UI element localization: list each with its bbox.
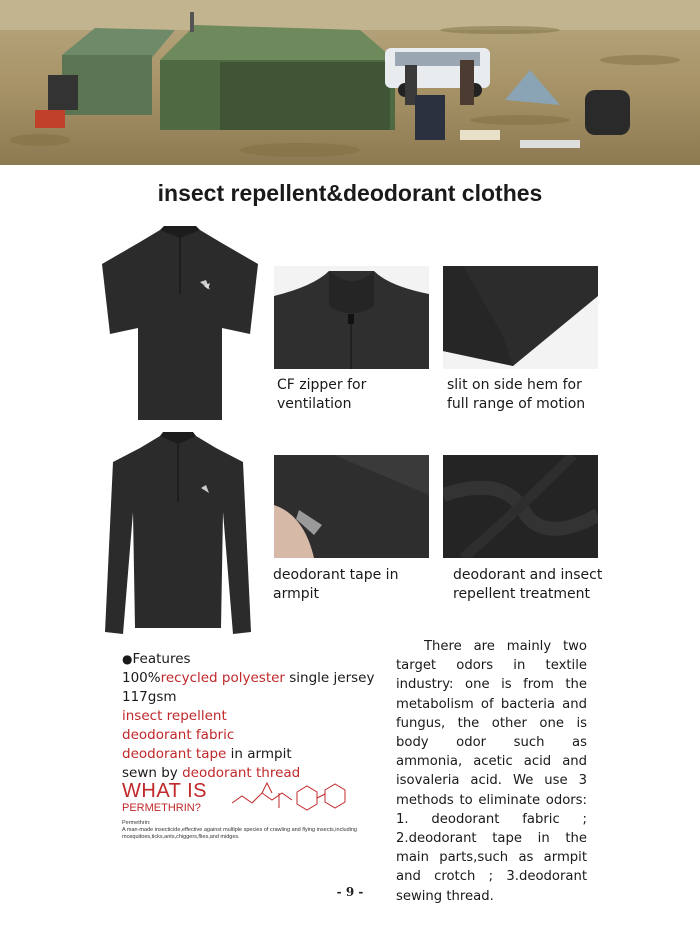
caption-armpit-tape: deodorant tape in armpit: [273, 567, 399, 602]
permethrin-heading: PERMETHRIN?: [122, 802, 201, 814]
feature-deodorant-fabric: deodorant fabric: [122, 727, 235, 743]
page-number: - 9 -: [336, 885, 364, 899]
feature-weight: 117gsm: [122, 689, 177, 705]
permethrin-molecule-icon: [227, 778, 357, 818]
fabric-treatment-photo: [443, 455, 598, 558]
caption-zipper: CF zipper for ventilation: [277, 377, 367, 412]
bullet-icon: ●: [122, 652, 133, 666]
permethrin-text: A man-made insecticide,effective against multiple species of crawling and flying insects,including mosquitoes,ticks,ants,chiggers,flies,and midges.: [122, 827, 357, 840]
feature-deodorant-tape: deodorant tape in armpit: [122, 746, 292, 762]
features-list: [122, 650, 375, 783]
caption-side-hem: slit on side hem for full range of motion: [447, 377, 586, 412]
caption-treatment: deodorant and insect repellent treatment: [453, 567, 603, 602]
what-is-heading: WHAT IS: [122, 780, 207, 802]
zipper-detail-photo: [274, 266, 429, 369]
page-title: insect repellent&deodorant clothes: [157, 180, 543, 206]
permethrin-info: [122, 780, 362, 840]
features-heading: ●Features: [122, 651, 191, 667]
short-sleeve-shirt-image: [100, 224, 260, 429]
permethrin-description: [122, 820, 362, 841]
hero-camp-photo: [0, 0, 700, 165]
armpit-tape-photo: [274, 455, 429, 558]
feature-fabric: 100%recycled polyester single jersey: [122, 670, 375, 686]
side-hem-slit-photo: [443, 266, 598, 369]
permethrin-label: Permethrin:: [122, 820, 151, 826]
odor-explanation-text: There are mainly two target odors in textile industry: one is from the metabolism of bacteria and fungus, the other one is body odor such as ammonia, acetic acid and isovaleria acid. We use 3 methods to eliminate odors: 1. deodorant fabric ; 2.deodorant tape in the main parts,such as armpit and crotch ; 3.deodorant sewing thread.: [396, 639, 587, 904]
feature-deodorant-thread: sewn by deodorant thread: [122, 765, 301, 781]
long-sleeve-shirt-image: [103, 432, 253, 642]
feature-insect-repellent: insect repellent: [122, 708, 227, 724]
